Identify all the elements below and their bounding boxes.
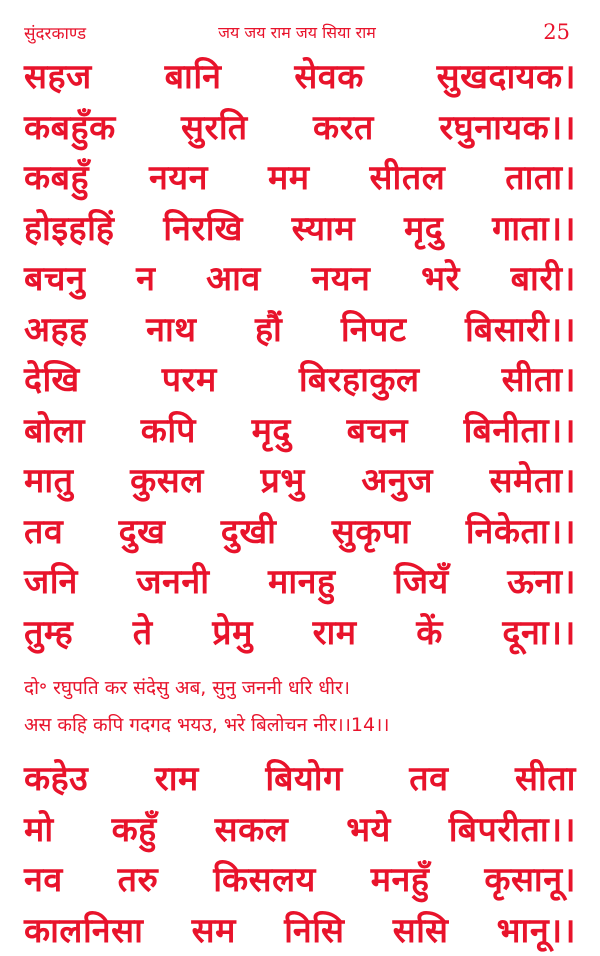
verse-word: सीतल xyxy=(369,158,446,199)
verse-word: बिसारी।। xyxy=(465,309,576,350)
verse-word: कपि xyxy=(140,410,196,451)
verse-line xyxy=(24,606,576,657)
verse-word: समेता। xyxy=(489,461,576,502)
verse-word: तुम्ह xyxy=(24,612,74,653)
verse-word: परम xyxy=(161,360,217,401)
page-number: 25 xyxy=(543,20,570,44)
verse-word: दूना।। xyxy=(502,612,576,653)
verse-word: भये xyxy=(346,809,391,850)
verse-word: प्रभु xyxy=(260,461,305,502)
verse-word: दुखी xyxy=(220,511,277,552)
verse-word: कुसल xyxy=(130,461,204,502)
verse-word: नयन xyxy=(311,259,371,300)
verse-word: किसलय xyxy=(213,860,316,901)
verse-word: मानहु xyxy=(268,562,336,603)
verse-word: प्रेमु xyxy=(212,612,253,653)
verse-word: मृदु xyxy=(403,208,444,249)
verse-word: मातु xyxy=(24,461,74,502)
verse-line xyxy=(24,555,576,606)
verse-word: बिपरीता।। xyxy=(448,809,576,850)
chapter-title: सुंदरकाण्ड xyxy=(24,23,87,44)
verse-word: हौं xyxy=(255,309,283,350)
page-header xyxy=(24,14,570,50)
verse-word: न xyxy=(136,259,156,300)
verse-word: राम xyxy=(312,612,357,653)
verse-word: ताता। xyxy=(505,158,576,199)
verse-word: सुरति xyxy=(181,107,248,148)
verse-word: गाता।। xyxy=(492,208,576,249)
verse-word: ते xyxy=(132,612,153,653)
verse-word: राम xyxy=(154,759,199,800)
verse-word: बिनीता।। xyxy=(463,410,576,451)
verse-word: तव xyxy=(409,759,449,800)
verse-word: जननी xyxy=(136,562,210,603)
verse-word: बिरहाकुल xyxy=(298,360,420,401)
verse-word: निकेता।। xyxy=(465,511,576,552)
running-head: जय जय राम जय सिया राम xyxy=(218,23,376,42)
verse-word: नाथ xyxy=(146,309,197,350)
doha-block xyxy=(24,668,576,742)
verse-line xyxy=(24,803,576,854)
verse-word: सीता xyxy=(514,759,576,800)
verse-word: भानू।। xyxy=(496,910,576,951)
doha-line: अस कहि कपि गदगद भयउ, भरे बिलोचन नीर।।14।। xyxy=(24,713,390,736)
verse-word: कबहुँक xyxy=(24,107,116,148)
verse-line xyxy=(24,454,576,505)
verse-word: सुखदायक। xyxy=(436,57,576,98)
verse-word: तरु xyxy=(117,860,159,901)
verse-word: तव xyxy=(24,511,64,552)
verse-word: सुकृपा xyxy=(331,511,411,552)
verse-word: स्याम xyxy=(291,208,356,249)
verse-word: निरखि xyxy=(163,208,243,249)
verse-line xyxy=(24,404,576,455)
verse-line xyxy=(24,353,576,404)
verse-word: सेवक xyxy=(294,57,364,98)
verse-word: नयन xyxy=(149,158,208,199)
verse-word: बारी। xyxy=(510,259,576,300)
verse-word: जनि xyxy=(24,562,78,603)
verse-word: दुख xyxy=(118,511,166,552)
verse-word: सम xyxy=(191,910,236,951)
verse-word: निसि xyxy=(284,910,345,951)
verse-line xyxy=(24,853,576,904)
verse-line xyxy=(24,752,576,803)
verse-word: बियोग xyxy=(265,759,343,800)
verse-word: कहुँ xyxy=(111,809,157,850)
verse-word: रघुनायक।। xyxy=(439,107,576,148)
verse-word: बानि xyxy=(164,57,222,98)
verse-word: भरे xyxy=(421,259,460,300)
verse-word: नव xyxy=(24,860,63,901)
verse-word: आव xyxy=(206,259,261,300)
verse-word: मम xyxy=(267,158,310,199)
verse-line xyxy=(24,202,576,253)
verse-word: सहज xyxy=(24,57,92,98)
verse-word: होइहहिं xyxy=(24,208,115,249)
verse-word: मो xyxy=(24,809,54,850)
verse-word: जियँ xyxy=(394,562,449,603)
chaupai-block xyxy=(24,50,576,656)
verse-word: निपट xyxy=(340,309,407,350)
verse-word: कालनिसा xyxy=(24,910,144,951)
verse-word: बचनु xyxy=(24,259,86,300)
verse-word: सकल xyxy=(214,809,289,850)
verse-line xyxy=(24,303,576,354)
verse-word: कबहुँ xyxy=(24,158,90,199)
verse-line xyxy=(24,151,576,202)
verse-word: अनुज xyxy=(361,461,433,502)
verse-word: कृसानू। xyxy=(484,860,576,901)
verse-word: बोला xyxy=(24,410,86,451)
verse-word: कें xyxy=(416,612,443,653)
verse-word: ऊना। xyxy=(507,562,576,603)
verse-word: मनहुँ xyxy=(370,860,430,901)
verse-line xyxy=(24,101,576,152)
verse-word: मृदु xyxy=(251,410,291,451)
verse-line xyxy=(24,505,576,556)
verse-word: करत xyxy=(312,107,374,148)
verse-word: अहह xyxy=(24,309,88,350)
chaupai-block xyxy=(24,752,576,954)
verse-word: कहेउ xyxy=(24,759,89,800)
verse-word: देखि xyxy=(24,360,80,401)
verse-word: ससि xyxy=(392,910,449,951)
doha-line: दो॰ रघुपति कर संदेसु अब, सुनु जननी धरि धीर। xyxy=(24,676,350,699)
verse-line xyxy=(24,50,576,101)
verse-line xyxy=(24,904,576,955)
verse-word: बचन xyxy=(346,410,408,451)
verse-word: सीता। xyxy=(501,360,576,401)
verse-line xyxy=(24,252,576,303)
